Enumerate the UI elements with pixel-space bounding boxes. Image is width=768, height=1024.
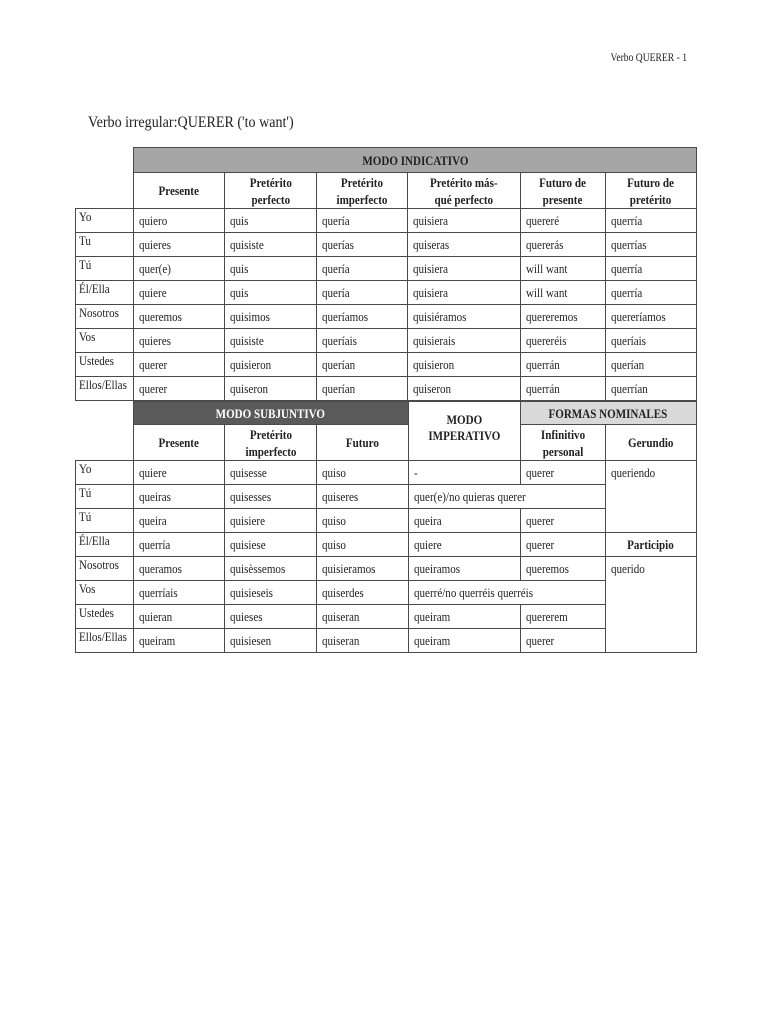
conjugation-cell: quiere — [134, 461, 225, 485]
participio-cell: querido — [605, 557, 696, 653]
conjugation-cell: queríamos — [317, 305, 408, 329]
conjugation-cell: querer — [134, 353, 225, 377]
infinitivo-cell: queremos — [520, 557, 605, 581]
table-row — [76, 629, 697, 653]
conjugation-cell: quieses — [225, 605, 317, 629]
conjugation-cell: quisiera — [408, 257, 520, 281]
conjugation-cell: queiras — [134, 485, 225, 509]
conjugation-cell: quiso — [317, 509, 408, 533]
formas-nominales-heading: FORMAS NOMINALES — [520, 402, 696, 425]
column-header: Presente — [134, 173, 225, 209]
conjugation-cell: quereremos — [520, 305, 605, 329]
column-header: Pretérito perfecto — [225, 173, 317, 209]
infinitivo-cell: quererem — [520, 605, 605, 629]
imperativo-cell: queiram — [408, 605, 520, 629]
conjugation-cell: queira — [134, 509, 225, 533]
conjugation-cell: quisiste — [225, 233, 317, 257]
conjugation-cell: querrían — [605, 377, 696, 401]
subjuntivo-table — [75, 401, 697, 653]
person-label: Tu — [76, 233, 134, 257]
table-row — [76, 233, 697, 257]
table-row — [76, 485, 697, 509]
person-label: Ustedes — [76, 353, 134, 377]
conjugation-cell: quisiera — [408, 281, 520, 305]
conjugation-cell: querían — [317, 377, 408, 401]
table-row — [76, 209, 697, 233]
conjugation-cell: quieres — [134, 329, 225, 353]
conjugation-cell: quiseron — [408, 377, 520, 401]
conjugation-cell: quiseron — [225, 377, 317, 401]
column-header: Pretérito más- qué perfecto — [408, 173, 520, 209]
conjugation-cell: quereré — [520, 209, 605, 233]
imperativo-cell: querré/no querréis querréis — [408, 581, 605, 605]
modo-subjuntivo-heading: MODO SUBJUNTIVO — [134, 402, 408, 425]
conjugation-cell: quisimos — [225, 305, 317, 329]
conjugation-cell: queríais — [605, 329, 696, 353]
person-label: Ellos/Ellas — [76, 629, 134, 653]
conjugation-cell: quiseran — [317, 605, 408, 629]
person-label: Ustedes — [76, 605, 134, 629]
infinitivo-cell: querer — [520, 533, 605, 557]
conjugation-cell: quis — [225, 257, 317, 281]
person-label: Yo — [76, 461, 134, 485]
conjugation-cell: quieran — [134, 605, 225, 629]
gerundio-cell: queriendo — [605, 461, 696, 533]
conjugation-cell: quererás — [520, 233, 605, 257]
conjugation-cell: querría — [605, 257, 696, 281]
column-header: Pretérito imperfecto — [225, 425, 317, 461]
infinitivo-cell: querer — [520, 509, 605, 533]
column-header: Futuro de pretérito — [605, 173, 696, 209]
conjugation-cell: querría — [134, 533, 225, 557]
conjugation-cell: queremos — [134, 305, 225, 329]
conjugation-cell: quiseres — [317, 485, 408, 509]
person-label: Tú — [76, 485, 134, 509]
conjugation-cell: querrán — [520, 377, 605, 401]
conjugation-cell: quiserdes — [317, 581, 408, 605]
conjugation-cell: quisiesen — [225, 629, 317, 653]
person-label: Nosotros — [76, 305, 134, 329]
table-row — [76, 329, 697, 353]
column-header: Futuro — [317, 425, 408, 461]
conjugation-cell: quiero — [134, 209, 225, 233]
table-row — [76, 353, 697, 377]
table-row — [76, 281, 697, 305]
conjugation-cell: quisiste — [225, 329, 317, 353]
conjugation-cell: queramos — [134, 557, 225, 581]
column-header: Presente — [134, 425, 225, 461]
conjugation-cell: quisiere — [225, 509, 317, 533]
conjugation-cell: querer — [134, 377, 225, 401]
column-header: Infinitivo personal — [520, 425, 605, 461]
conjugation-cell: querría — [605, 281, 696, 305]
conjugation-cell: quisieron — [408, 353, 520, 377]
table-row — [76, 257, 697, 281]
conjugation-cell: quisieseis — [225, 581, 317, 605]
conjugation-cell: quisesses — [225, 485, 317, 509]
person-label: Vos — [76, 329, 134, 353]
conjugation-cell: queiram — [134, 629, 225, 653]
conjugation-cell: will want — [520, 257, 605, 281]
conjugation-cell: quería — [317, 257, 408, 281]
person-label: Vos — [76, 581, 134, 605]
conjugation-cell: quisesse — [225, 461, 317, 485]
conjugation-cell: quisiera — [408, 209, 520, 233]
table-row — [76, 557, 697, 581]
person-label: Ellos/Ellas — [76, 377, 134, 401]
conjugation-cell: quiso — [317, 461, 408, 485]
person-label: Yo — [76, 209, 134, 233]
conjugation-cell: quisierais — [408, 329, 520, 353]
imperativo-cell: quiere — [408, 533, 520, 557]
conjugation-cell: querías — [317, 233, 408, 257]
person-label: Él/Ella — [76, 533, 134, 557]
conjugation-cell: queríais — [317, 329, 408, 353]
conjugation-cell: quereríamos — [605, 305, 696, 329]
conjugation-cell: quis — [225, 281, 317, 305]
conjugation-cell: quería — [317, 209, 408, 233]
conjugation-cell: querían — [605, 353, 696, 377]
person-label: Él/Ella — [76, 281, 134, 305]
conjugation-cell: querría — [605, 209, 696, 233]
table-row — [76, 581, 697, 605]
conjugation-cell: quisieron — [225, 353, 317, 377]
conjugation-cell: querían — [317, 353, 408, 377]
person-label: Tú — [76, 509, 134, 533]
conjugation-cell: querríais — [134, 581, 225, 605]
imperativo-cell: queira — [408, 509, 520, 533]
conjugation-cell: quiseras — [408, 233, 520, 257]
person-label: Nosotros — [76, 557, 134, 581]
conjugation-cell: quiseran — [317, 629, 408, 653]
column-header: Futuro de presente — [520, 173, 605, 209]
table-row — [76, 377, 697, 401]
person-label: Tú — [76, 257, 134, 281]
conjugation-cell: quería — [317, 281, 408, 305]
participio-heading: Participio — [605, 533, 696, 557]
modo-indicativo-heading: MODO INDICATIVO — [134, 148, 697, 173]
table-row — [76, 509, 697, 533]
imperativo-cell: queiramos — [408, 557, 520, 581]
imperativo-cell: - — [408, 461, 520, 485]
conjugation-cell: quisieramos — [317, 557, 408, 581]
conjugation-cell: querrías — [605, 233, 696, 257]
conjugation-cell: quieres — [134, 233, 225, 257]
indicativo-table — [75, 147, 697, 401]
infinitivo-cell: querer — [520, 629, 605, 653]
conjugation-cell: will want — [520, 281, 605, 305]
conjugation-cell: quiso — [317, 533, 408, 557]
modo-imperativo-heading: MODO IMPERATIVO — [408, 402, 520, 461]
table-row — [76, 461, 697, 485]
document-title: Verbo irregular:QUERER ('to want') — [88, 114, 294, 131]
column-header: Pretérito imperfecto — [317, 173, 408, 209]
running-header: Verbo QUERER - 1 — [610, 50, 687, 64]
table-row — [76, 305, 697, 329]
infinitivo-cell: querer — [520, 461, 605, 485]
conjugation-cell: querrán — [520, 353, 605, 377]
imperativo-cell: queiram — [408, 629, 520, 653]
conjugation-cell: quereréis — [520, 329, 605, 353]
table-row — [76, 605, 697, 629]
conjugation-cell: quisiéramos — [408, 305, 520, 329]
conjugation-cell: quiere — [134, 281, 225, 305]
conjugation-cell: quisèssemos — [225, 557, 317, 581]
conjugation-cell: quer(e) — [134, 257, 225, 281]
imperativo-cell: quer(e)/no quieras querer — [408, 485, 605, 509]
conjugation-cell: quis — [225, 209, 317, 233]
table-row — [76, 533, 697, 557]
column-header: Gerundio — [605, 425, 696, 461]
conjugation-cell: quisiese — [225, 533, 317, 557]
